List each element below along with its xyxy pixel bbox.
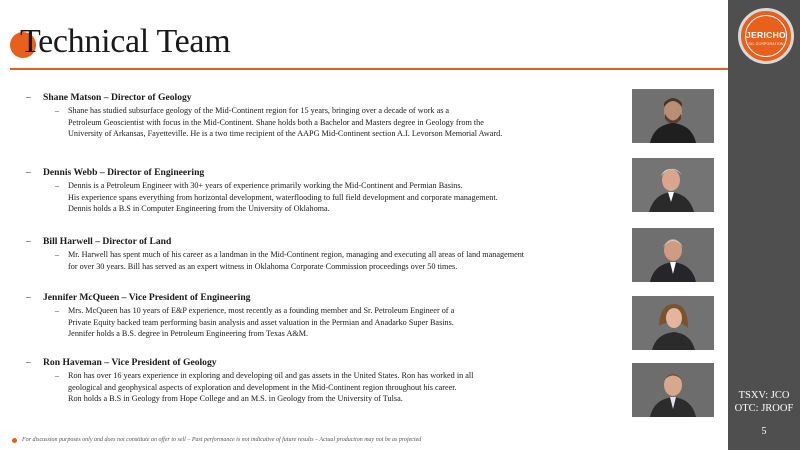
dash-bullet: – (55, 371, 60, 380)
person-photo (632, 158, 714, 212)
footer-disclaimer: For discussion purposes only and does not constitute an offer to sell – Past performance is not indicative of future results – Actual production may not be as projected (22, 437, 422, 443)
bio-line: Ron has over 16 years experience in exploring and developing oil and gas assets in the United States. Ron has worked in all (68, 371, 474, 380)
person-bio (26, 370, 626, 405)
dash-bullet: – (55, 306, 60, 315)
person-heading (26, 167, 626, 179)
person-bio (26, 249, 626, 272)
bio-line: Ron holds a B.S in Geology from Hope College and an M.S. in Geology from the University of Tulsa. (68, 394, 403, 403)
bio-line: University of Arkansas, Fayetteville. He is a two time recipient of the AAPG Mid-Continent section A.I. Levorson Memorial Award. (68, 129, 503, 138)
person-bio (26, 105, 626, 140)
dash-bullet: – (55, 106, 60, 115)
person-photo (632, 228, 714, 282)
bio-line: geological and geophysical aspects of exploration and development in the Mid-Continent region throughout his career. (68, 382, 457, 392)
dash-bullet: – (26, 236, 31, 247)
person-entry (26, 357, 626, 405)
bio-line: Mr. Harwell has spent much of his career as a landman in the Mid-Continent region, managing and executing all areas of land management (68, 250, 525, 259)
person-heading-text: Dennis Webb – Director of Engineering (43, 167, 205, 178)
dash-bullet: – (26, 292, 31, 303)
person-entry (26, 167, 626, 215)
person-bio (26, 180, 626, 215)
dash-bullet: – (26, 357, 31, 368)
page-title: Technical Team (20, 23, 231, 60)
person-heading (26, 236, 626, 248)
ticker-otc: OTC: JROOF (734, 403, 794, 414)
bio-line: Petroleum Geoscientist with focus in the Mid-Continent. Shane holds both a Bachelor and Masters degree in Geology from the (68, 117, 484, 127)
bio-line: Dennis is a Petroleum Engineer with 30+ years of experience primarily working the Mid-Continent and Permian Basins. (68, 181, 463, 190)
person-photo (632, 296, 714, 350)
logo-name: JERICHO (746, 30, 786, 40)
sidebar (728, 0, 800, 450)
bio-line: Private Equity backed team performing basin analysis and asset valuation in the Permian and Anadarko Super Basins. (68, 317, 454, 327)
person-bio (26, 305, 626, 340)
person-heading (26, 292, 626, 304)
person-heading-text: Shane Matson – Director of Geology (43, 92, 192, 103)
bio-line: His experience spans everything from horizontal development, waterflooding to full field development and corporate management. (68, 192, 498, 202)
person-heading (26, 357, 626, 369)
bio-line: Mrs. McQueen has 10 years of E&P experience, most recently as a founding member and Sr. Petroleum Engineer of a (68, 306, 455, 315)
logo-ring (745, 15, 787, 57)
person-heading-text: Ron Haveman – Vice President of Geology (43, 357, 217, 368)
company-logo (738, 8, 794, 64)
bio-line: Jennifer holds a B.S. degree in Petroleum Engineering from Texas A&M. (68, 329, 309, 338)
dash-bullet: – (26, 167, 31, 178)
person-photo (632, 89, 714, 143)
page-number: 5 (761, 426, 767, 437)
title-divider (10, 68, 728, 70)
logo-subtitle: OIL CORPORATION (748, 42, 784, 46)
footer-bullet (12, 438, 17, 443)
person-heading-text: Jennifer McQueen – Vice President of Engineering (43, 292, 251, 303)
person-heading (26, 92, 626, 104)
bio-line: Dennis holds a B.S in Computer Engineering from the University of Oklahoma. (68, 204, 330, 213)
bio-line: Shane has studied subsurface geology of the Mid-Continent region for 15 years, bringing over a decade of work as a (68, 106, 450, 115)
bio-line: for over 30 years. Bill has served as an expert witness in Oklahoma Corporate Commission proceedings over 50 times. (68, 261, 458, 271)
person-heading-text: Bill Harwell – Director of Land (43, 236, 172, 247)
dash-bullet: – (55, 250, 60, 259)
dash-bullet: – (55, 181, 60, 190)
ticker-tsxv: TSXV: JCO (738, 390, 790, 401)
person-entry (26, 92, 626, 140)
person-entry (26, 236, 626, 272)
dash-bullet: – (26, 92, 31, 103)
person-photo (632, 363, 714, 417)
person-entry (26, 292, 626, 340)
